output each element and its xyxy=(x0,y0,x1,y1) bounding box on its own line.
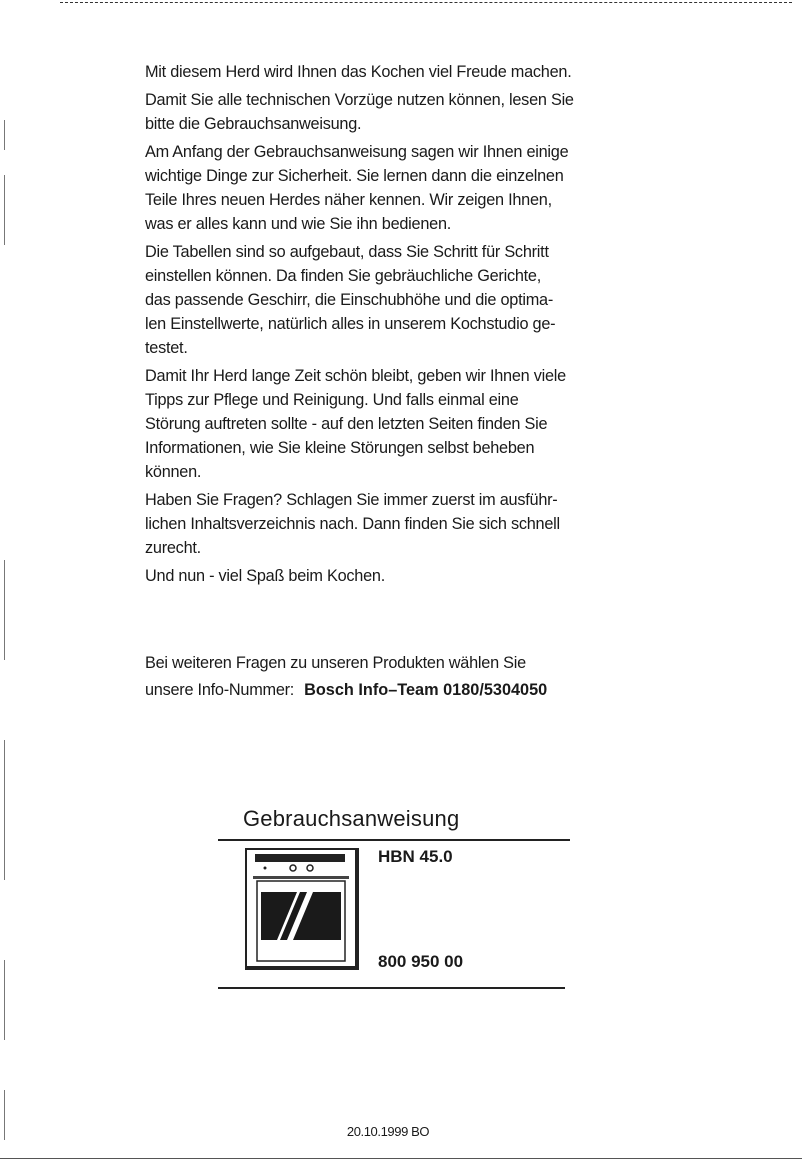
scan-margin-mark xyxy=(4,175,5,245)
paragraph xyxy=(145,240,665,360)
title-rule xyxy=(218,839,570,841)
part-number: 800 950 00 xyxy=(378,952,464,971)
text-line: Damit Sie alle technischen Vorzüge nutzen können, lesen Sie xyxy=(145,91,574,109)
scan-margin-mark xyxy=(4,560,5,660)
text-line: Teile Ihres neuen Herdes näher kennen. Wir zeigen Ihnen, xyxy=(145,191,552,209)
text-line: len Einstellwerte, natürlich alles in unserem Kochstudio ge- xyxy=(145,315,556,333)
paragraph xyxy=(145,88,665,136)
text-line: Und nun - viel Spaß beim Kochen. xyxy=(145,567,385,585)
oven-icon xyxy=(245,848,359,970)
text-line: testet. xyxy=(145,339,188,357)
intro-text xyxy=(145,60,665,592)
text-line: Haben Sie Fragen? Schlagen Sie immer zuerst im ausführ- xyxy=(145,491,558,509)
text-line: Tipps zur Pflege und Reinigung. Und falls einmal eine xyxy=(145,391,519,409)
text-line: einstellen können. Da finden Sie gebräuchliche Gerichte, xyxy=(145,267,542,285)
scan-bottom-edge xyxy=(0,1158,802,1159)
text-line: zurecht. xyxy=(145,539,201,557)
text-line: Damit Ihr Herd lange Zeit schön bleibt, geben wir Ihnen viele xyxy=(145,367,566,385)
text-line: was er alles kann und wie Sie ihn bedienen. xyxy=(145,215,452,233)
date-code: 20.10.1999 BO xyxy=(346,1124,430,1139)
info-line: Bei weiteren Fragen zu unseren Produkten wählen Sie xyxy=(145,654,526,672)
scan-margin-mark xyxy=(4,960,5,1040)
info-block xyxy=(145,650,547,704)
text-line: Mit diesem Herd wird Ihnen das Kochen viel Freude machen. xyxy=(145,63,572,81)
text-line: Am Anfang der Gebrauchsanweisung sagen wir Ihnen einige xyxy=(145,143,569,161)
paragraph xyxy=(145,488,665,560)
text-line: das passende Geschirr, die Einschubhöhe und die optima- xyxy=(145,291,554,309)
scan-top-edge xyxy=(60,2,792,3)
text-line: Die Tabellen sind so aufgebaut, dass Sie Schritt für Schritt xyxy=(145,243,549,261)
bottom-rule xyxy=(218,987,565,989)
paragraph xyxy=(145,140,665,236)
text-line: Informationen, wie Sie kleine Störungen selbst beheben xyxy=(145,439,535,457)
scan-margin-mark xyxy=(4,740,5,880)
text-line: lichen Inhaltsverzeichnis nach. Dann finden Sie sich schnell xyxy=(145,515,560,533)
text-line: wichtige Dinge zur Sicherheit. Sie lernen dann die einzelnen xyxy=(145,167,564,185)
info-label: unsere Info-Nummer: xyxy=(145,681,295,699)
cover-title: Gebrauchsanweisung xyxy=(243,806,460,831)
paragraph xyxy=(145,564,665,588)
text-line: können. xyxy=(145,463,202,481)
hotline-number: Bosch Info–Team 0180/5304050 xyxy=(304,681,548,699)
model-number: HBN 45.0 xyxy=(378,847,453,866)
paragraph xyxy=(145,364,665,484)
scan-margin-mark xyxy=(4,120,5,150)
text-line: Störung auftreten sollte - auf den letzten Seiten finden Sie xyxy=(145,415,548,433)
paragraph xyxy=(145,60,665,84)
text-line: bitte die Gebrauchsanweisung. xyxy=(145,115,362,133)
